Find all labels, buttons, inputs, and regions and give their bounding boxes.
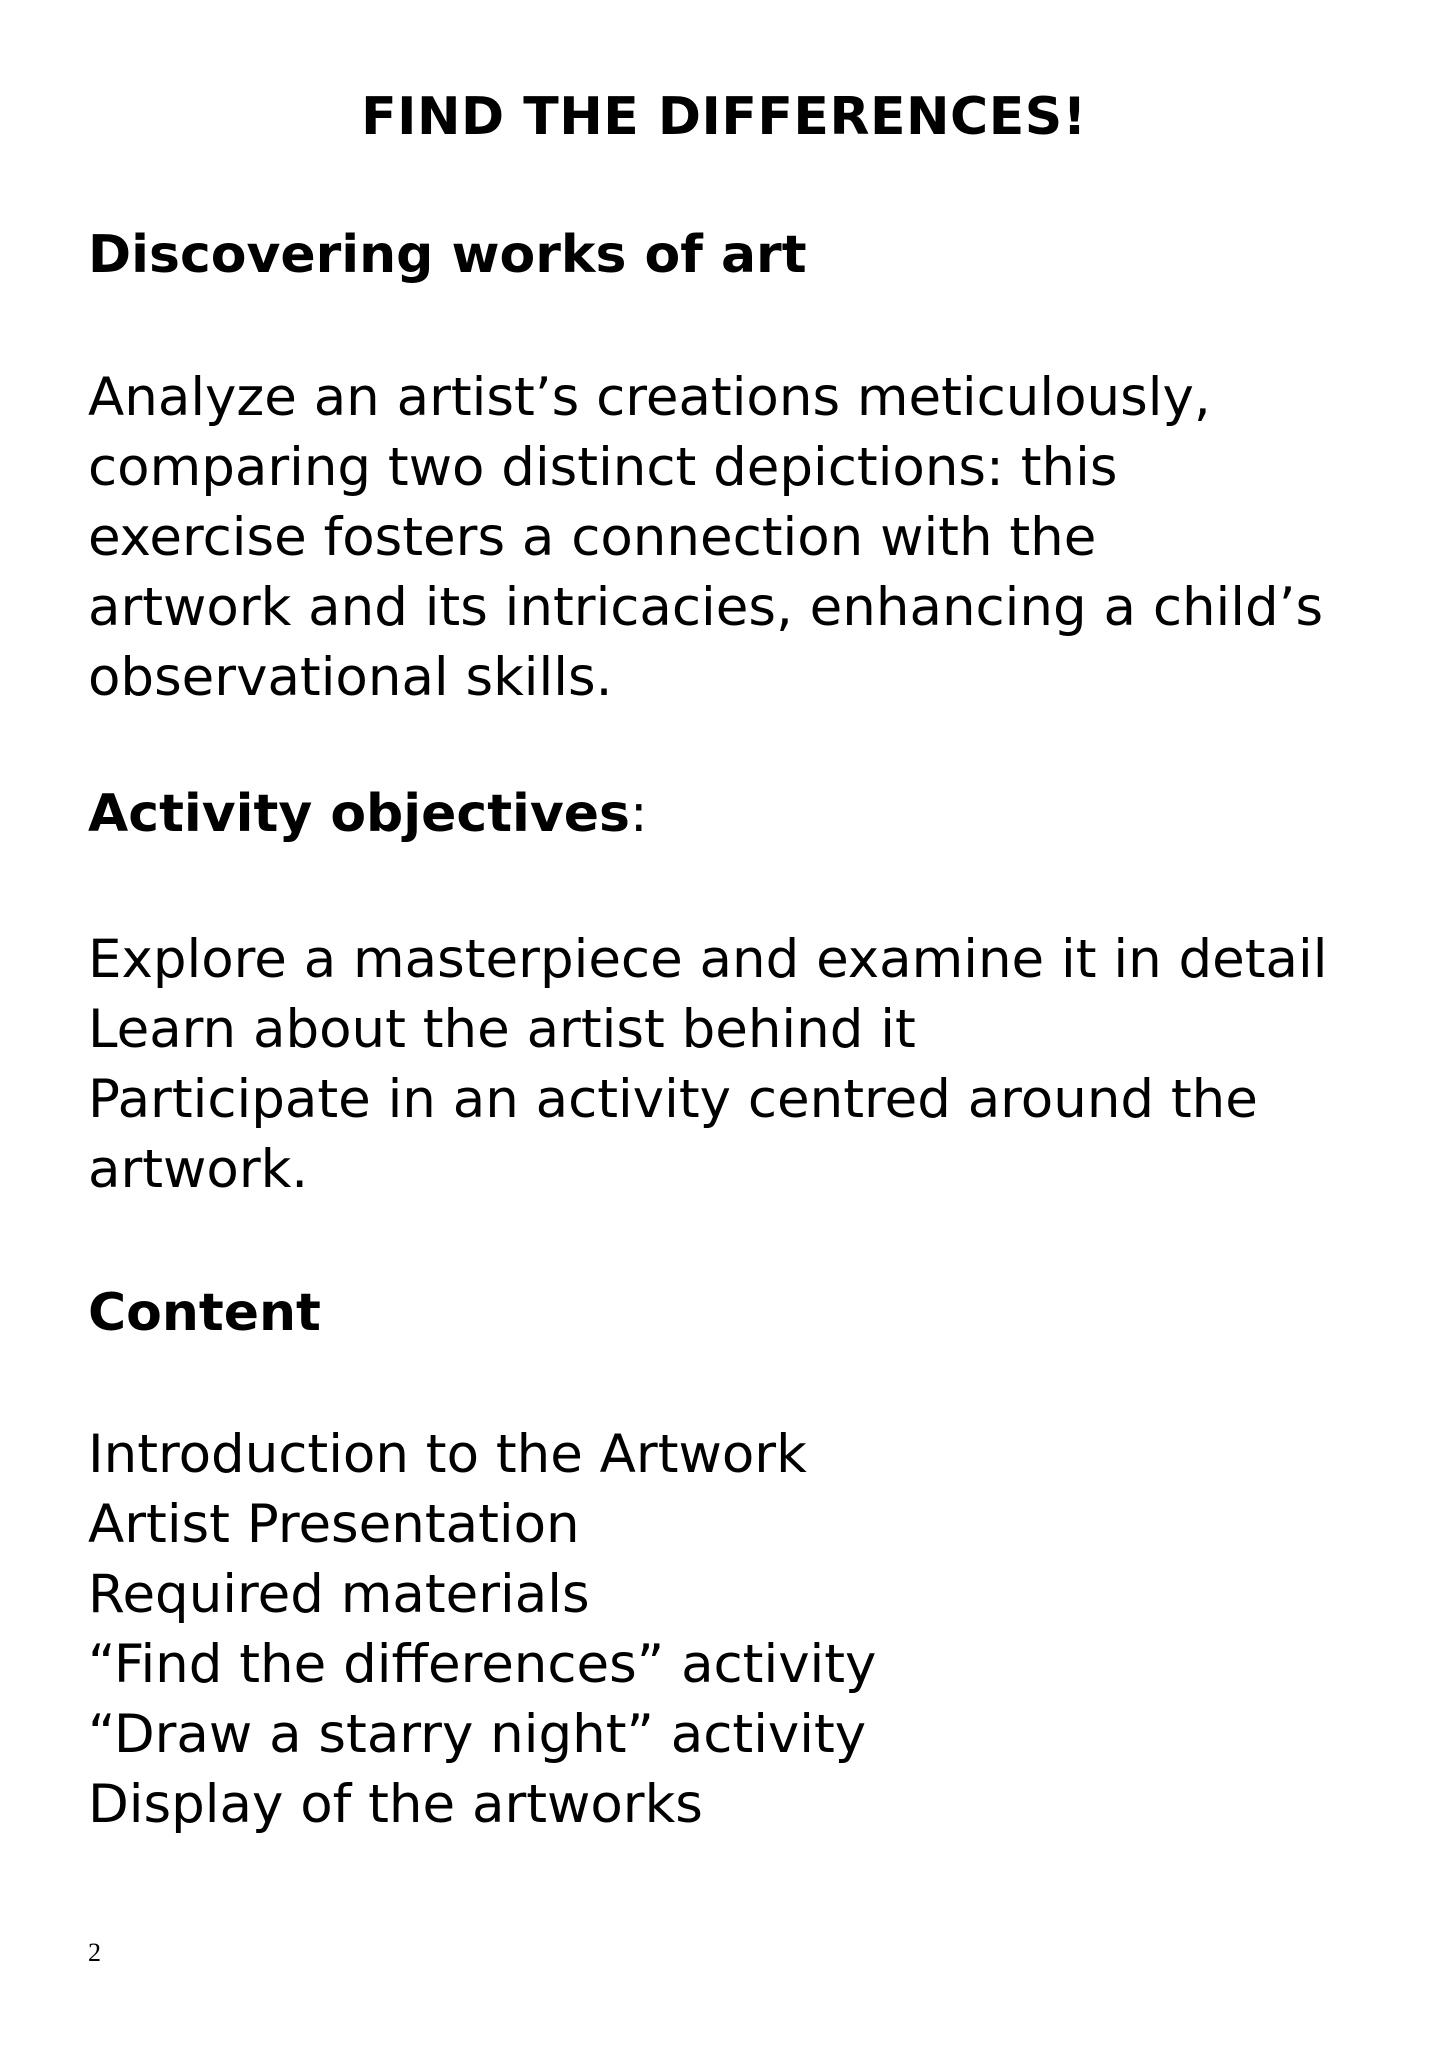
- content-heading: Content: [88, 1283, 321, 1343]
- list-item: Learn about the artist behind it: [88, 999, 916, 1060]
- objectives-heading: [88, 781, 648, 847]
- list-item: Artist Presentation: [88, 1494, 580, 1555]
- list-item: “Draw a starry night” activity: [88, 1704, 867, 1765]
- paragraph-line: Analyze an artist’s creations meticulously,: [88, 367, 1211, 428]
- list-item: Required materials: [88, 1564, 590, 1625]
- page-title: FIND THE DIFFERENCES!: [361, 87, 1087, 147]
- list-item: Introduction to the Artwork: [88, 1424, 807, 1485]
- list-item: Display of the artworks: [88, 1774, 703, 1835]
- content-list: [88, 1420, 876, 1840]
- list-item: “Find the differences” activity: [88, 1634, 877, 1695]
- objectives-heading-colon: :: [630, 784, 648, 844]
- list-item: Participate in an activity centred around the: [88, 1069, 1258, 1130]
- objectives-heading-text: Activity objectives: [88, 784, 630, 844]
- paragraph-line: artwork and its intricacies, enhancing a child’s: [88, 577, 1324, 638]
- paragraph-line: observational skills.: [88, 647, 613, 708]
- paragraph-line: comparing two distinct depictions: this: [88, 437, 1118, 498]
- objectives-list: [88, 925, 1327, 1205]
- discovering-paragraph: [88, 363, 1388, 713]
- list-item: artwork.: [88, 1139, 309, 1200]
- list-item: Explore a masterpiece and examine it in detail: [88, 929, 1328, 990]
- page-number: 2: [88, 1938, 101, 1967]
- paragraph-line: exercise fosters a connection with the: [88, 507, 1097, 568]
- discovering-heading: Discovering works of art: [88, 225, 807, 285]
